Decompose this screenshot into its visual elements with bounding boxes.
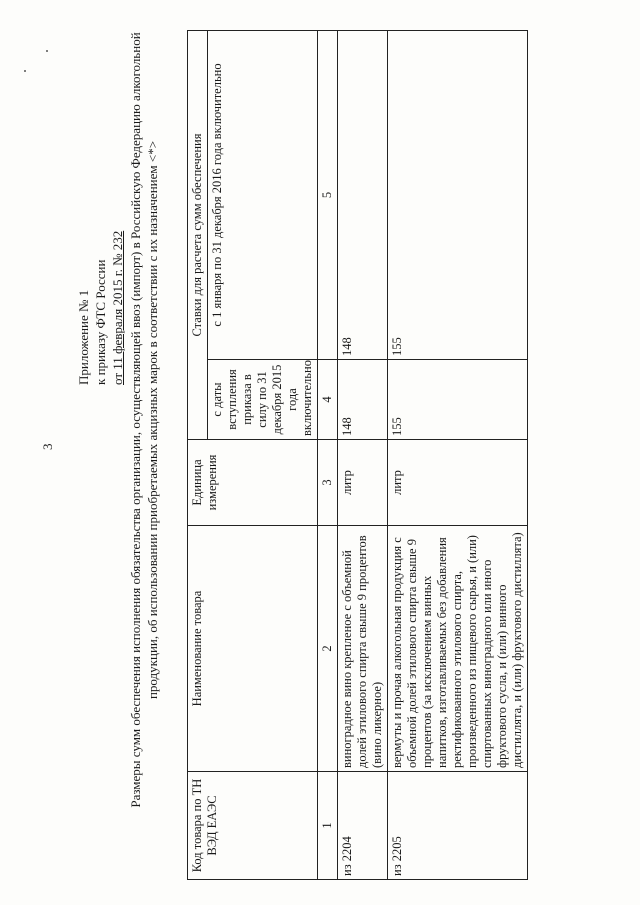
document-caption: Размеры сумм обеспечения исполнения обязательства организации, осуществляющей ввоз (импорт) в Российскую Федерацию алкогольной продукции, об использовании приобретаемых акцизных марок в соответствии с их назначением <*> — [128, 32, 160, 808]
table-row — [338, 31, 388, 880]
appendix-line-2: к приказу ФТС России — [93, 259, 108, 385]
header-unit: Единица измерения — [188, 440, 318, 526]
row-name: вермуты и прочая алкогольная продукция с объемной долей этилового спирта свыше 9 процентов (за исключением винных напитков, изготавливаемых без добавления ректификованного этилового спирта, произведенного из пищевого сырья, и (или) спиртованных виноградного или иного фруктового сусла, и (или) винного дистиллята, и (или) фруктового дистиллята) — [388, 526, 528, 772]
row-unit: литр — [338, 440, 388, 526]
header-row-1 — [188, 31, 208, 880]
column-number: 2 — [318, 526, 338, 772]
table-row — [388, 31, 528, 880]
column-numbers-row — [318, 31, 338, 880]
rotated-document-sheet — [65, 30, 535, 880]
appendix-line-1: Приложение № 1 — [76, 289, 91, 385]
header-period-2: с 1 января по 31 декабря 2016 года включительно — [208, 31, 318, 360]
rates-table — [187, 30, 528, 880]
row-rate-2: 155 — [388, 31, 528, 360]
header-period-1: с даты вступления приказа в силу по 31 декабря 2015 года включительно — [208, 360, 318, 440]
row-code: из 2204 — [338, 772, 388, 880]
scan-speck — [46, 50, 48, 52]
column-number: 1 — [318, 772, 338, 880]
appendix-line-3: от 11 февраля 2015 г. № 232 — [110, 230, 125, 385]
header-rates: Ставки для расчета сумм обеспечения — [188, 31, 208, 440]
appendix-block — [75, 85, 126, 385]
column-number: 4 — [318, 360, 338, 440]
page-number: 3 — [40, 443, 55, 450]
row-rate-2: 148 — [338, 31, 388, 360]
column-number: 5 — [318, 31, 338, 360]
column-number: 3 — [318, 440, 338, 526]
header-code: Код товара по ТН ВЭД ЕАЭС — [188, 772, 318, 880]
row-unit: литр — [388, 440, 528, 526]
row-rate-1: 155 — [388, 360, 528, 440]
row-rate-1: 148 — [338, 360, 388, 440]
row-name: виноградное вино крепленое с объемной долей этилового спирта свыше 9 процентов (вино ликерное) — [338, 526, 388, 772]
scan-speck — [24, 70, 26, 72]
row-code: из 2205 — [388, 772, 528, 880]
header-name: Наименование товара — [188, 526, 318, 772]
